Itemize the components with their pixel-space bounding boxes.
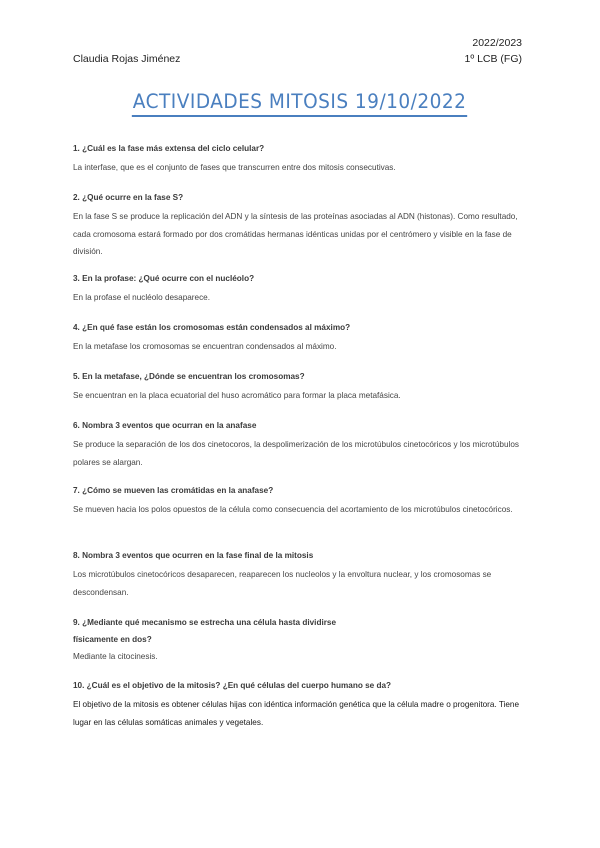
answer-text: El objetivo de la mitosis es obtener células hijas con idéntica información genética que la célula madre o progenitora. Tiene lugar en las células somáticas animales y vegetales.	[73, 700, 520, 727]
answer-text: Se produce la separación de los dos cinetocoros, la despolimerización de los microtúbulos cinetocóricos y los microtúbulos polares se alargan.	[73, 440, 519, 467]
author-name: Claudia Rojas Jiménez	[73, 53, 181, 65]
answer-text: Se encuentran en la placa ecuatorial del huso acromático para formar la placa metafásica.	[73, 391, 401, 400]
question-10	[73, 679, 533, 731]
question-text: 10. ¿Cuál es el objetivo de la mitosis? ¿En qué células del cuerpo humano se da?	[73, 681, 392, 690]
question-text: 5. En la metafase, ¿Dónde se encuentran los cromosomas?	[73, 372, 305, 381]
school-year: 2022/2023	[472, 37, 522, 49]
question-text: 4. ¿En qué fase están los cromosomas están condensados al máximo?	[73, 323, 351, 332]
question-text: 8. Nombra 3 eventos que ocurren en la fase final de la mitosis	[73, 551, 314, 560]
question-7	[73, 484, 533, 519]
question-text: 3. En la profase: ¿Qué ocurre con el nucléolo?	[73, 274, 255, 283]
question-9	[73, 614, 363, 666]
answer-text: Mediante la citocinesis.	[73, 652, 158, 661]
question-text: 2. ¿Qué ocurre en la fase S?	[73, 193, 184, 202]
answer-text: La interfase, que es el conjunto de fases que transcurren entre dos mitosis consecutivas.	[73, 163, 396, 172]
question-4	[73, 321, 533, 356]
page-title: ACTIVIDADES MITOSIS 19/10/2022	[132, 90, 468, 117]
answer-text: En la fase S se produce la replicación del ADN y la síntesis de las proteínas asociadas al ADN (histonas). Como resultado, cada cromosoma estará formado por dos cromátidas hermanas idénticas unidas por el centrómero y visible en la fase de división.	[73, 212, 518, 256]
question-3	[73, 272, 533, 307]
question-text: 1. ¿Cuál es la fase más extensa del ciclo celular?	[73, 144, 265, 153]
answer-text: Se mueven hacia los polos opuestos de la célula como consecuencia del acortamiento de los microtúbulos cinetocóricos.	[73, 505, 513, 514]
course-label: 1º LCB (FG)	[464, 53, 522, 65]
answer-text: En la profase el nucléolo desaparece.	[73, 293, 211, 302]
question-text: 7. ¿Cómo se mueven las cromátidas en la anafase?	[73, 486, 274, 495]
answer-text: En la metafase los cromosomas se encuentran condensados al máximo.	[73, 342, 337, 351]
question-text: 9. ¿Mediante qué mecanismo se estrecha una célula hasta dividirse físicamente en dos?	[73, 618, 337, 644]
question-8	[73, 549, 533, 601]
question-5	[73, 370, 533, 405]
answer-text: Los microtúbulos cinetocóricos desaparecen, reaparecen los nucleolos y la envoltura nuclear, y los cromosomas se descondensan.	[73, 570, 492, 597]
question-2	[73, 191, 533, 261]
question-1	[73, 142, 533, 177]
title-block	[0, 90, 600, 117]
question-text: 6. Nombra 3 eventos que ocurran en la anafase	[73, 421, 257, 430]
question-6	[73, 419, 533, 471]
